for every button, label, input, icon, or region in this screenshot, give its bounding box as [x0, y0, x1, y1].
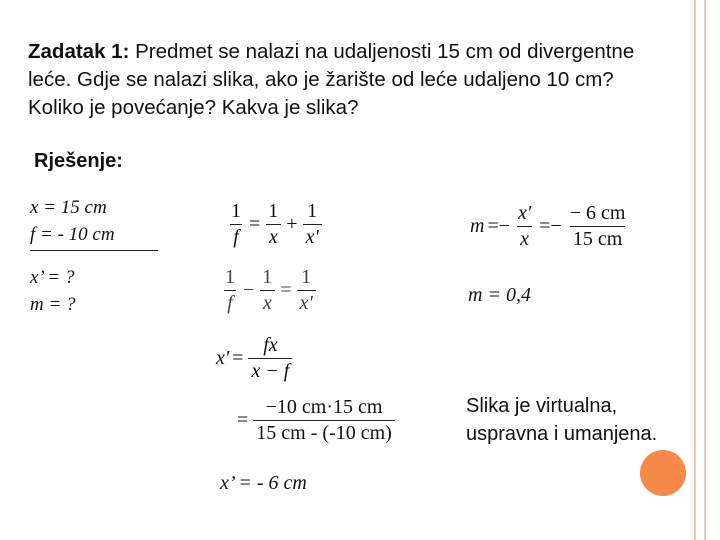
- substitution: = $\frac{-10 cm\cdot 15 cm}{15 cm - (-10 cm)}$: [234, 396, 397, 445]
- den: x: [517, 226, 532, 251]
- fraction-values: [567, 202, 629, 251]
- num: 1: [231, 200, 241, 222]
- decorative-circle: [640, 450, 686, 496]
- solution-heading: Rješenje:: [34, 150, 123, 172]
- num: −10 cm·15 cm: [265, 396, 383, 418]
- find-m: m = ?: [30, 294, 76, 315]
- den: f: [224, 290, 236, 315]
- num: 1: [268, 200, 279, 222]
- frame-line-left: [694, 0, 696, 540]
- xprime-lhs: x': [216, 347, 230, 369]
- problem-statement: [28, 38, 668, 122]
- magnification-formula: m =− $\frac{x'}{x}$ =− $\frac{- 6 cm}{15 cm}$: [470, 202, 630, 251]
- fraction-1-xprime: [303, 200, 322, 249]
- den: f: [230, 224, 242, 249]
- den: x': [297, 290, 316, 315]
- answer-line-1: Slika je virtualna,: [466, 395, 618, 417]
- xprime-formula: x' = $\frac{fx}{x - f}$: [216, 334, 294, 383]
- num: 1: [301, 266, 312, 288]
- m-result: m = 0,4: [468, 284, 531, 306]
- num: − 6 cm: [569, 202, 626, 224]
- lens-equation: $\frac{1}{f}$ = $\frac{1}{x}$ + $\frac{1}{x'}$: [226, 200, 324, 249]
- num: x': [518, 202, 532, 224]
- given-f: f = - 10 cm: [30, 224, 115, 245]
- problem-text: Predmet se nalazi na udaljenosti 15 cm od divergentne leće. Gdje se nalazi slika, ako je žarište od leće udaljeno 10 cm? Koliko je povećanje? Kakva je slika?: [28, 40, 635, 119]
- fraction-1-f: [228, 200, 244, 249]
- xprime-result: x’ = - 6 cm: [220, 472, 307, 494]
- fraction-xprime-over-x: [515, 202, 534, 251]
- den: 15 cm - (-10 cm): [253, 420, 395, 445]
- den: x': [303, 224, 322, 249]
- fraction-1-f: [222, 266, 238, 315]
- den: x: [260, 290, 275, 315]
- fraction-substituted: [253, 396, 395, 445]
- unknown-values: [30, 264, 76, 318]
- den: 15 cm: [570, 226, 625, 251]
- num: 1: [262, 266, 273, 288]
- num: fx: [263, 334, 278, 356]
- num: 1: [225, 266, 235, 288]
- lens-equation-rearranged: $\frac{1}{f}$ − $\frac{1}{x}$ = $\frac{1}{x'}$: [220, 266, 318, 315]
- fraction-1-x: [265, 200, 281, 249]
- fraction-1-x: [259, 266, 275, 315]
- given-values: [30, 194, 158, 251]
- num: 1: [307, 200, 318, 222]
- fraction-fx-over-x-minus-f: [248, 334, 292, 383]
- given-x: x = 15 cm: [30, 197, 107, 218]
- den: x − f: [248, 358, 292, 383]
- den: x: [266, 224, 281, 249]
- image-description: [466, 392, 657, 448]
- m-lhs: m: [470, 215, 485, 237]
- frame-line-right: [704, 0, 706, 540]
- find-xprime: x’ = ?: [30, 267, 75, 288]
- answer-line-2: uspravna i umanjena.: [466, 423, 658, 445]
- problem-label: Zadatak 1:: [28, 40, 130, 63]
- fraction-1-xprime: [297, 266, 316, 315]
